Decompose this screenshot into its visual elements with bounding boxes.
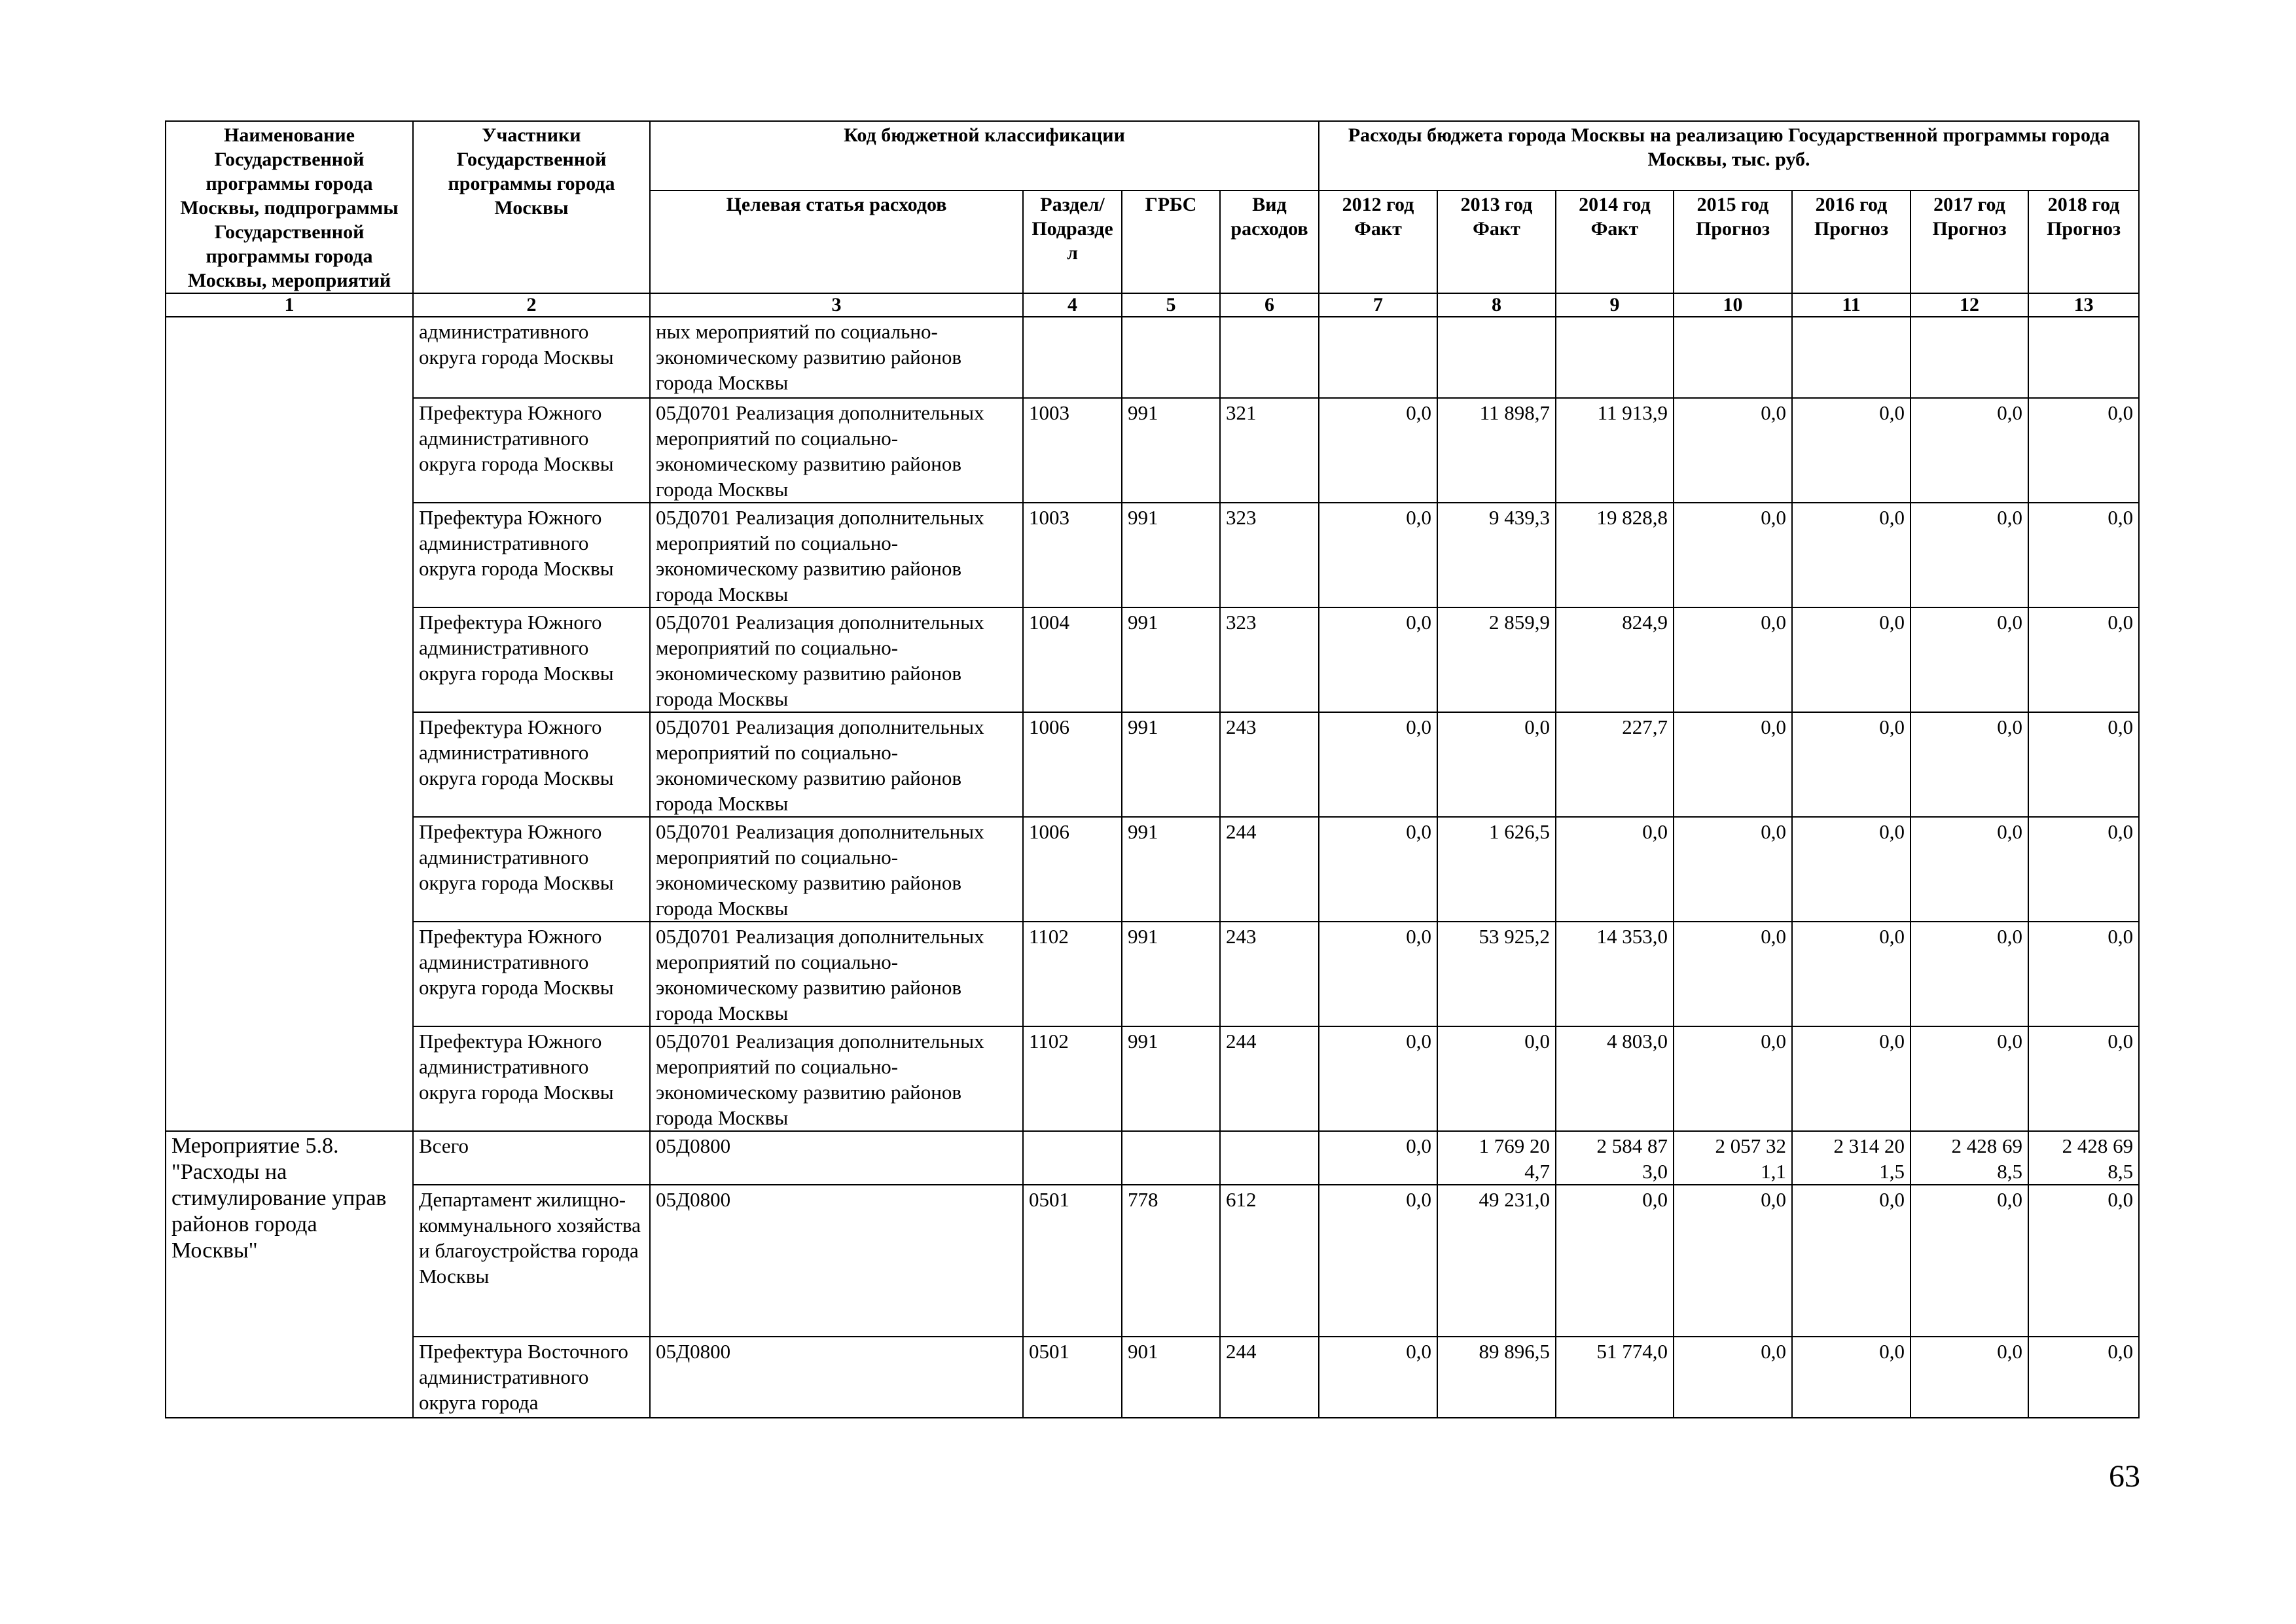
header-year-label: 2013 год (1460, 194, 1533, 216)
expense-value-cell: 0,0 (1910, 503, 2028, 607)
column-number: 4 (1023, 293, 1122, 317)
expense-value-cell: 0,0 (1674, 607, 1792, 712)
section-cell (1023, 1131, 1122, 1185)
expense-value-cell: 0,0 (1319, 1185, 1437, 1337)
column-number: 7 (1319, 293, 1437, 317)
header-year (1556, 190, 1674, 293)
grbs-cell: 991 (1122, 398, 1220, 503)
expense-value-cell: 0,0 (1319, 1026, 1437, 1131)
participant-cell: Префектура Южного административного округа города Москвы (413, 1026, 650, 1131)
expense-type-cell (1220, 317, 1319, 398)
target-article-cell: 05Д0800 (650, 1185, 1023, 1337)
participant-cell: Префектура Южного административного округа города Москвы (413, 503, 650, 607)
expense-value-cell: 0,0 (1319, 817, 1437, 922)
header-year-kind: Факт (1473, 218, 1520, 240)
header-grbs: ГРБС (1122, 190, 1220, 293)
header-year-label: 2015 год (1696, 194, 1769, 216)
table-body (166, 317, 2139, 1418)
header-year (1674, 190, 1792, 293)
participant-cell: Всего (413, 1131, 650, 1185)
expense-value-cell: 0,0 (1910, 922, 2028, 1026)
column-number: 1 (166, 293, 413, 317)
target-article-cell: 05Д0701 Реализация дополнительных мероприятий по социально-экономическому развитию районов города Москвы (650, 712, 1023, 817)
expense-value-cell: 0,0 (2028, 607, 2139, 712)
expense-value-cell: 0,0 (1792, 398, 1910, 503)
expense-value-cell: 53 925,2 (1437, 922, 1556, 1026)
table-row (166, 1131, 2139, 1185)
header-expense-type: Вид расходов (1220, 190, 1319, 293)
expense-value-cell: 0,0 (1319, 712, 1437, 817)
column-number: 13 (2028, 293, 2139, 317)
grbs-cell (1122, 1131, 1220, 1185)
expense-value-cell (1674, 1131, 1792, 1185)
expense-value-cell (1437, 317, 1556, 398)
expense-value-cell (1792, 317, 1910, 398)
expense-value-cell (2028, 317, 2139, 398)
section-cell: 1006 (1023, 817, 1122, 922)
expense-value-cell: 0,0 (1674, 817, 1792, 922)
grbs-cell (1122, 317, 1220, 398)
budget-table (165, 120, 2140, 1418)
expense-value-cell: 51 774,0 (1556, 1337, 1674, 1418)
expense-value-cell: 0,0 (2028, 817, 2139, 922)
participant-cell: Префектура Южного административного округа города Москвы (413, 712, 650, 817)
expense-value-cell: 0,0 (1910, 398, 2028, 503)
expense-type-cell: 323 (1220, 607, 1319, 712)
target-article-cell: 05Д0701 Реализация дополнительных мероприятий по социально-экономическому развитию районов города Москвы (650, 817, 1023, 922)
section-cell: 1004 (1023, 607, 1122, 712)
header-year-kind: Прогноз (1814, 218, 1888, 240)
header-year-kind: Факт (1354, 218, 1402, 240)
target-article-cell: 05Д0800 (650, 1337, 1023, 1418)
expense-type-cell: 321 (1220, 398, 1319, 503)
expense-value-cell: 0,0 (1319, 607, 1437, 712)
expense-value-cell: 0,0 (2028, 922, 2139, 1026)
header-year-kind: Прогноз (2047, 218, 2121, 240)
column-number: 10 (1674, 293, 1792, 317)
column-number: 6 (1220, 293, 1319, 317)
grbs-cell: 991 (1122, 922, 1220, 1026)
expense-value-cell: 824,9 (1556, 607, 1674, 712)
header-year (1437, 190, 1556, 293)
expense-value: 0,0 (1406, 1134, 1432, 1157)
target-article-cell: 05Д0701 Реализация дополнительных мероприятий по социально-экономическому развитию районов города Москвы (650, 503, 1023, 607)
target-article-cell: 05Д0800 (650, 1131, 1023, 1185)
participant-cell: Префектура Южного административного округа города Москвы (413, 398, 650, 503)
participant-cell: Префектура Восточного административного округа города (413, 1337, 650, 1418)
target-article-cell: ных мероприятий по социально-экономическому развитию районов города Москвы (650, 317, 1023, 398)
header-year (1910, 190, 2028, 293)
header-year-label: 2016 год (1815, 194, 1888, 216)
table-row (166, 922, 2139, 1026)
header-year (1792, 190, 1910, 293)
expense-type-cell: 244 (1220, 817, 1319, 922)
expense-type-cell: 244 (1220, 1026, 1319, 1131)
expense-value: 2 428 69 8,5 (1951, 1134, 2023, 1183)
section-cell: 1102 (1023, 1026, 1122, 1131)
expense-type-cell: 243 (1220, 712, 1319, 817)
header-participants: Участники Государственной программы города Москвы (413, 121, 650, 293)
expense-value-cell (1674, 317, 1792, 398)
expense-value: 2 428 69 8,5 (2062, 1134, 2134, 1183)
expense-value-cell: 0,0 (1319, 503, 1437, 607)
column-number: 8 (1437, 293, 1556, 317)
expense-value-cell: 0,0 (1792, 607, 1910, 712)
expense-value-cell: 0,0 (1910, 1026, 2028, 1131)
table-header (166, 121, 2139, 317)
expense-value-cell: 0,0 (1674, 503, 1792, 607)
expense-value-cell: 0,0 (1674, 922, 1792, 1026)
target-article-cell: 05Д0701 Реализация дополнительных мероприятий по социально-экономическому развитию районов города Москвы (650, 1026, 1023, 1131)
header-program-name: Наименование Государственной программы города Москвы, подпрограммы Государственной программы города Москвы, мероприятий (166, 121, 413, 293)
expense-value-cell: 0,0 (2028, 1026, 2139, 1131)
expense-value-cell: 0,0 (1556, 817, 1674, 922)
expense-value-cell: 9 439,3 (1437, 503, 1556, 607)
expense-value-cell: 0,0 (1792, 1337, 1910, 1418)
header-budget-code: Код бюджетной классификации (650, 121, 1319, 190)
expense-value-cell: 0,0 (1319, 398, 1437, 503)
grbs-cell: 901 (1122, 1337, 1220, 1418)
expense-value-cell: 89 896,5 (1437, 1337, 1556, 1418)
section-cell: 0501 (1023, 1185, 1122, 1337)
expense-value-cell (1792, 1131, 1910, 1185)
participant-cell: административного округа города Москвы (413, 317, 650, 398)
expense-value-cell (1556, 1131, 1674, 1185)
grbs-cell: 991 (1122, 503, 1220, 607)
table-row (166, 1337, 2139, 1418)
target-article-cell: 05Д0701 Реализация дополнительных мероприятий по социально-экономическому развитию районов города Москвы (650, 607, 1023, 712)
expense-value-cell: 0,0 (1910, 817, 2028, 922)
expense-value-cell: 0,0 (2028, 712, 2139, 817)
column-number: 12 (1910, 293, 2028, 317)
expense-value-cell (1319, 317, 1437, 398)
table-row (166, 503, 2139, 607)
header-year (1319, 190, 1437, 293)
grbs-cell: 991 (1122, 607, 1220, 712)
expense-value-cell: 0,0 (1792, 922, 1910, 1026)
expense-value-cell: 0,0 (1910, 1185, 2028, 1337)
expense-value-cell: 0,0 (1792, 1026, 1910, 1131)
column-number: 3 (650, 293, 1023, 317)
section-cell (1023, 317, 1122, 398)
column-number: 9 (1556, 293, 1674, 317)
column-number-row (166, 293, 2139, 317)
expense-type-cell: 244 (1220, 1337, 1319, 1418)
target-article-cell: 05Д0701 Реализация дополнительных мероприятий по социально-экономическому развитию районов города Москвы (650, 922, 1023, 1026)
expense-value-cell: 227,7 (1556, 712, 1674, 817)
table-row (166, 712, 2139, 817)
expense-value-cell: 14 353,0 (1556, 922, 1674, 1026)
expense-value-cell: 2 859,9 (1437, 607, 1556, 712)
expense-value-cell: 0,0 (1674, 712, 1792, 817)
grbs-cell: 778 (1122, 1185, 1220, 1337)
expense-value-cell: 4 803,0 (1556, 1026, 1674, 1131)
table-row (166, 1185, 2139, 1337)
expense-value-cell: 0,0 (1792, 712, 1910, 817)
header-year-kind: Факт (1590, 218, 1639, 240)
expense-value-cell (1910, 317, 2028, 398)
section-cell: 1006 (1023, 712, 1122, 817)
expense-value: 2 314 20 1,5 (1833, 1134, 1905, 1183)
expense-value-cell: 0,0 (1910, 607, 2028, 712)
expense-value: 2 057 32 1,1 (1715, 1134, 1787, 1183)
expense-value: 2 584 87 3,0 (1596, 1134, 1668, 1183)
expense-value-cell: 11 898,7 (1437, 398, 1556, 503)
header-year-label: 2014 год (1579, 194, 1651, 216)
expense-value-cell (1556, 317, 1674, 398)
table-row (166, 817, 2139, 922)
expense-value-cell: 0,0 (1792, 817, 1910, 922)
expense-value-cell: 0,0 (1674, 398, 1792, 503)
header-year (2028, 190, 2139, 293)
target-article-cell: 05Д0701 Реализация дополнительных мероприятий по социально-экономическому развитию районов города Москвы (650, 398, 1023, 503)
expense-type-cell: 323 (1220, 503, 1319, 607)
expense-value-cell (1910, 1131, 2028, 1185)
column-number: 5 (1122, 293, 1220, 317)
section-cell: 1003 (1023, 503, 1122, 607)
participant-cell: Префектура Южного административного округа города Москвы (413, 817, 650, 922)
expense-value-cell: 0,0 (1674, 1185, 1792, 1337)
section-cell: 1102 (1023, 922, 1122, 1026)
participant-cell: Департамент жилищно-коммунального хозяйства и благоустройства города Москвы (413, 1185, 650, 1337)
header-year-label: 2017 год (1933, 194, 2005, 216)
section-cell: 0501 (1023, 1337, 1122, 1418)
header-year-label: 2012 год (1342, 194, 1414, 216)
grbs-cell: 991 (1122, 817, 1220, 922)
expense-value-cell: 0,0 (1674, 1026, 1792, 1131)
expense-value-cell: 0,0 (2028, 1185, 2139, 1337)
table-row (166, 1026, 2139, 1131)
participant-cell: Префектура Южного административного округа города Москвы (413, 922, 650, 1026)
expense-type-cell (1220, 1131, 1319, 1185)
expense-value-cell: 0,0 (1792, 1185, 1910, 1337)
section-cell: 1003 (1023, 398, 1122, 503)
grbs-cell: 991 (1122, 1026, 1220, 1131)
header-year-kind: Прогноз (1696, 218, 1770, 240)
expense-value-cell: 0,0 (1437, 712, 1556, 817)
table-row (166, 607, 2139, 712)
table-row (166, 398, 2139, 503)
table-row (166, 317, 2139, 398)
expense-value-cell: 0,0 (1319, 1337, 1437, 1418)
expense-value-cell: 0,0 (1319, 922, 1437, 1026)
expense-value-cell: 0,0 (1674, 1337, 1792, 1418)
expense-value-cell: 0,0 (2028, 503, 2139, 607)
expense-value-cell: 0,0 (1910, 1337, 2028, 1418)
header-year-label: 2018 год (2047, 194, 2120, 216)
measure-name-cell: Мероприятие 5.8. "Расходы на стимулирование управ районов города Москвы" (166, 1131, 413, 1418)
page-number: 63 (2109, 1459, 2140, 1494)
expense-type-cell: 243 (1220, 922, 1319, 1026)
expense-value-cell (2028, 1131, 2139, 1185)
expense-value-cell: 0,0 (1792, 503, 1910, 607)
expense-value-cell: 11 913,9 (1556, 398, 1674, 503)
expense-value: 1 769 20 4,7 (1479, 1134, 1551, 1183)
program-cell (166, 317, 413, 1131)
expense-value-cell: 49 231,0 (1437, 1185, 1556, 1337)
expense-value-cell (1437, 1131, 1556, 1185)
participant-cell: Префектура Южного административного округа города Москвы (413, 607, 650, 712)
expense-value-cell: 0,0 (2028, 398, 2139, 503)
header-year-kind: Прогноз (1932, 218, 2007, 240)
expense-value-cell: 19 828,8 (1556, 503, 1674, 607)
expense-value-cell: 0,0 (1556, 1185, 1674, 1337)
header-target-article: Целевая статья расходов (650, 190, 1023, 293)
expense-value-cell: 0,0 (2028, 1337, 2139, 1418)
expense-value-cell (1319, 1131, 1437, 1185)
expense-value-cell: 1 626,5 (1437, 817, 1556, 922)
expense-value-cell: 0,0 (1910, 712, 2028, 817)
column-number: 11 (1792, 293, 1910, 317)
expense-value-cell: 0,0 (1437, 1026, 1556, 1131)
header-expenses: Расходы бюджета города Москвы на реализацию Государственной программы города Москвы, тыс. руб. (1319, 121, 2139, 190)
expense-type-cell: 612 (1220, 1185, 1319, 1337)
grbs-cell: 991 (1122, 712, 1220, 817)
header-section: Раздел/Подраздел (1023, 190, 1122, 293)
column-number: 2 (413, 293, 650, 317)
